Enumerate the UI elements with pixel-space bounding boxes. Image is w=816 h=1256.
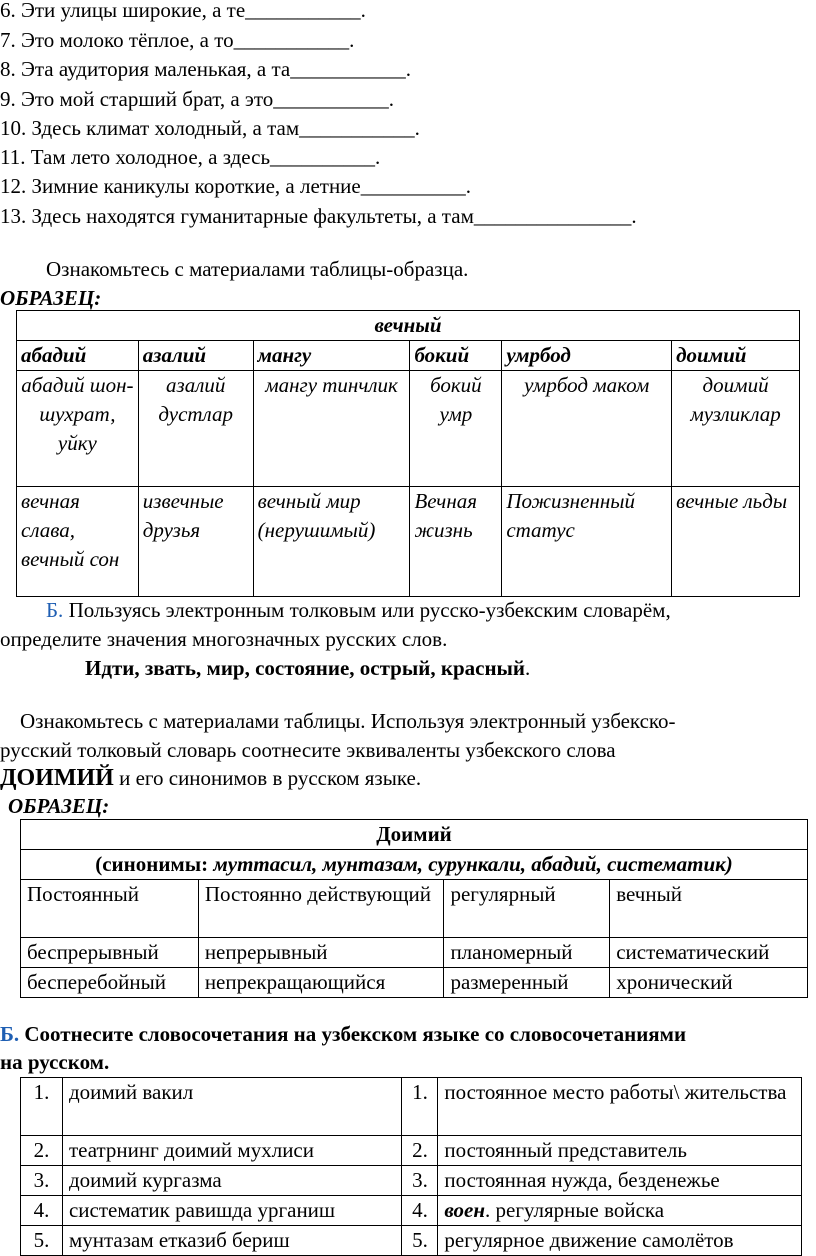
- table1-russian-cell: вечная слава, вечный сон: [17, 487, 139, 597]
- intro2-line3: [0, 764, 421, 793]
- sample-label-1: ОБРАЗЕЦ:: [0, 286, 102, 310]
- table2-cell: бесперебойный: [21, 968, 199, 998]
- match-number-left: 4.: [21, 1196, 63, 1226]
- table1-header: азалий: [138, 341, 253, 371]
- table2-cell: беспрерывный: [21, 938, 199, 968]
- table1-header: доимий: [672, 341, 800, 371]
- task-b2-line1: [0, 1020, 686, 1049]
- table1-uzbek-cell: бокий умр: [410, 371, 502, 487]
- match-number-left: 3.: [21, 1166, 63, 1196]
- task-b2-letter: Б.: [0, 1022, 20, 1046]
- exercise-line-9: 9. Это мой старший брат, а это___________.: [0, 87, 395, 111]
- table2-synonyms: [21, 850, 808, 880]
- match-russian-phrase: [438, 1196, 802, 1226]
- task-b1-words: [85, 654, 530, 683]
- table1-russian-cell: извечные друзья: [138, 487, 253, 597]
- table1-header: мангу: [253, 341, 410, 371]
- exercise-line-7: 7. Это молоко тёплое, а то___________.: [0, 28, 355, 52]
- match-uzbek-phrase: доимий вакил: [62, 1078, 402, 1136]
- match-number-left: 5.: [21, 1226, 63, 1256]
- table2-cell: систематический: [610, 938, 808, 968]
- match-russian-prefix: воен: [444, 1198, 486, 1222]
- task-b2-text1: Соотнесите словосочетания на узбекском языке со словосочетаниями: [19, 1022, 687, 1046]
- match-uzbek-phrase: мунтазам етказиб бериш: [62, 1226, 402, 1256]
- task-b1-line1: [46, 596, 671, 625]
- task-b1-dot: .: [525, 656, 531, 680]
- match-number-right: 3.: [402, 1166, 438, 1196]
- exercise-line-8: 8. Эта аудитория маленькая, а та___________.: [0, 57, 411, 81]
- table1-uzbek-cell: доимий музликлар: [672, 371, 800, 487]
- intro2-line2: русский толковый словарь соотнесите эквиваленты узбекского слова: [0, 738, 616, 762]
- table2-cell: Постоянно действующий: [198, 880, 444, 938]
- table1-uzbek-cell: мангу тинчлик: [253, 371, 410, 487]
- intro-text-1: Ознакомьтесь с материалами таблицы-образца.: [46, 257, 469, 281]
- match-russian-phrase: постоянный представитель: [438, 1136, 802, 1166]
- task-b2-line2: на русском.: [0, 1050, 110, 1074]
- table2-cell: непрерывный: [198, 938, 444, 968]
- match-russian-phrase: постоянная нужда, безденежье: [438, 1166, 802, 1196]
- match-number-right: 5.: [402, 1226, 438, 1256]
- table2-syn-prefix: (синонимы:: [95, 852, 214, 876]
- table1-russian-cell: вечный мир (нерушимый): [253, 487, 410, 597]
- exercise-line-6: 6. Эти улицы широкие, а те___________.: [0, 0, 366, 22]
- match-russian-phrase: регулярное движение самолётов: [438, 1226, 802, 1256]
- match-number-right: 1.: [402, 1078, 438, 1136]
- table1-russian-cell: Пожизненный статус: [502, 487, 672, 597]
- match-table: [20, 1077, 802, 1256]
- task-b1-word-list: Идти, звать, мир, состояние, острый, красный: [85, 656, 526, 680]
- match-uzbek-phrase: театрнинг доимий мухлиси: [62, 1136, 402, 1166]
- table2-cell: размеренный: [444, 968, 610, 998]
- sample-table-2: [20, 819, 808, 998]
- match-number-left: 1.: [21, 1078, 63, 1136]
- sample-label-2: ОБРАЗЕЦ:: [8, 794, 110, 818]
- match-uzbek-phrase: доимий кургазма: [62, 1166, 402, 1196]
- sample-table-1: [16, 310, 800, 597]
- match-russian-phrase: постоянное место работы\ жительства: [438, 1078, 802, 1136]
- table1-title: вечный: [17, 311, 800, 341]
- table2-cell: непрекращающийся: [198, 968, 444, 998]
- table1-russian-cell: Вечная жизнь: [410, 487, 502, 597]
- match-number-left: 2.: [21, 1136, 63, 1166]
- exercise-line-10: 10. Здесь климат холодный, а там___________.: [0, 116, 420, 140]
- intro2-line3-rest: и его синонимов в русском языке.: [113, 766, 422, 790]
- table2-cell: Постоянный: [21, 880, 199, 938]
- table2-cell: планомерный: [444, 938, 610, 968]
- table1-russian-cell: вечные льды: [672, 487, 800, 597]
- table2-cell: регулярный: [444, 880, 610, 938]
- table1-uzbek-cell: абадий шон-шухрат, уйку: [17, 371, 139, 487]
- match-number-right: 4.: [402, 1196, 438, 1226]
- exercise-line-12: 12. Зимние каникулы короткие, а летние__________.: [0, 174, 471, 198]
- table1-header: умрбод: [502, 341, 672, 371]
- match-number-right: 2.: [402, 1136, 438, 1166]
- intro2-line1: Ознакомьтесь с материалами таблицы. Используя электронный узбекско-: [20, 709, 676, 733]
- table1-header: бокий: [410, 341, 502, 371]
- task-b1-text1: Пользуясь электронным толковым или русско-узбекским словарём,: [63, 598, 671, 622]
- match-russian-text: . регулярные войска: [485, 1198, 665, 1222]
- exercise-line-13: 13. Здесь находятся гуманитарные факультеты, а там_______________.: [0, 204, 637, 228]
- exercise-line-11: 11. Там лето холодное, а здесь__________.: [0, 145, 381, 169]
- intro2-word: ДОИМИЙ: [0, 765, 114, 791]
- table2-title: Доимий: [21, 820, 808, 850]
- match-uzbek-phrase: систематик равишда урганиш: [62, 1196, 402, 1226]
- table1-header: абадий: [17, 341, 139, 371]
- table2-syn-list: муттасил, мунтазам, сурункали, абадий, систематик): [213, 852, 733, 876]
- table1-uzbek-cell: азалий дустлар: [138, 371, 253, 487]
- task-b1-line2: определите значения многозначных русских слов.: [0, 627, 448, 651]
- task-b1-letter: Б.: [46, 598, 64, 622]
- table1-uzbek-cell: умрбод маком: [502, 371, 672, 487]
- table2-cell: вечный: [610, 880, 808, 938]
- table2-cell: хронический: [610, 968, 808, 998]
